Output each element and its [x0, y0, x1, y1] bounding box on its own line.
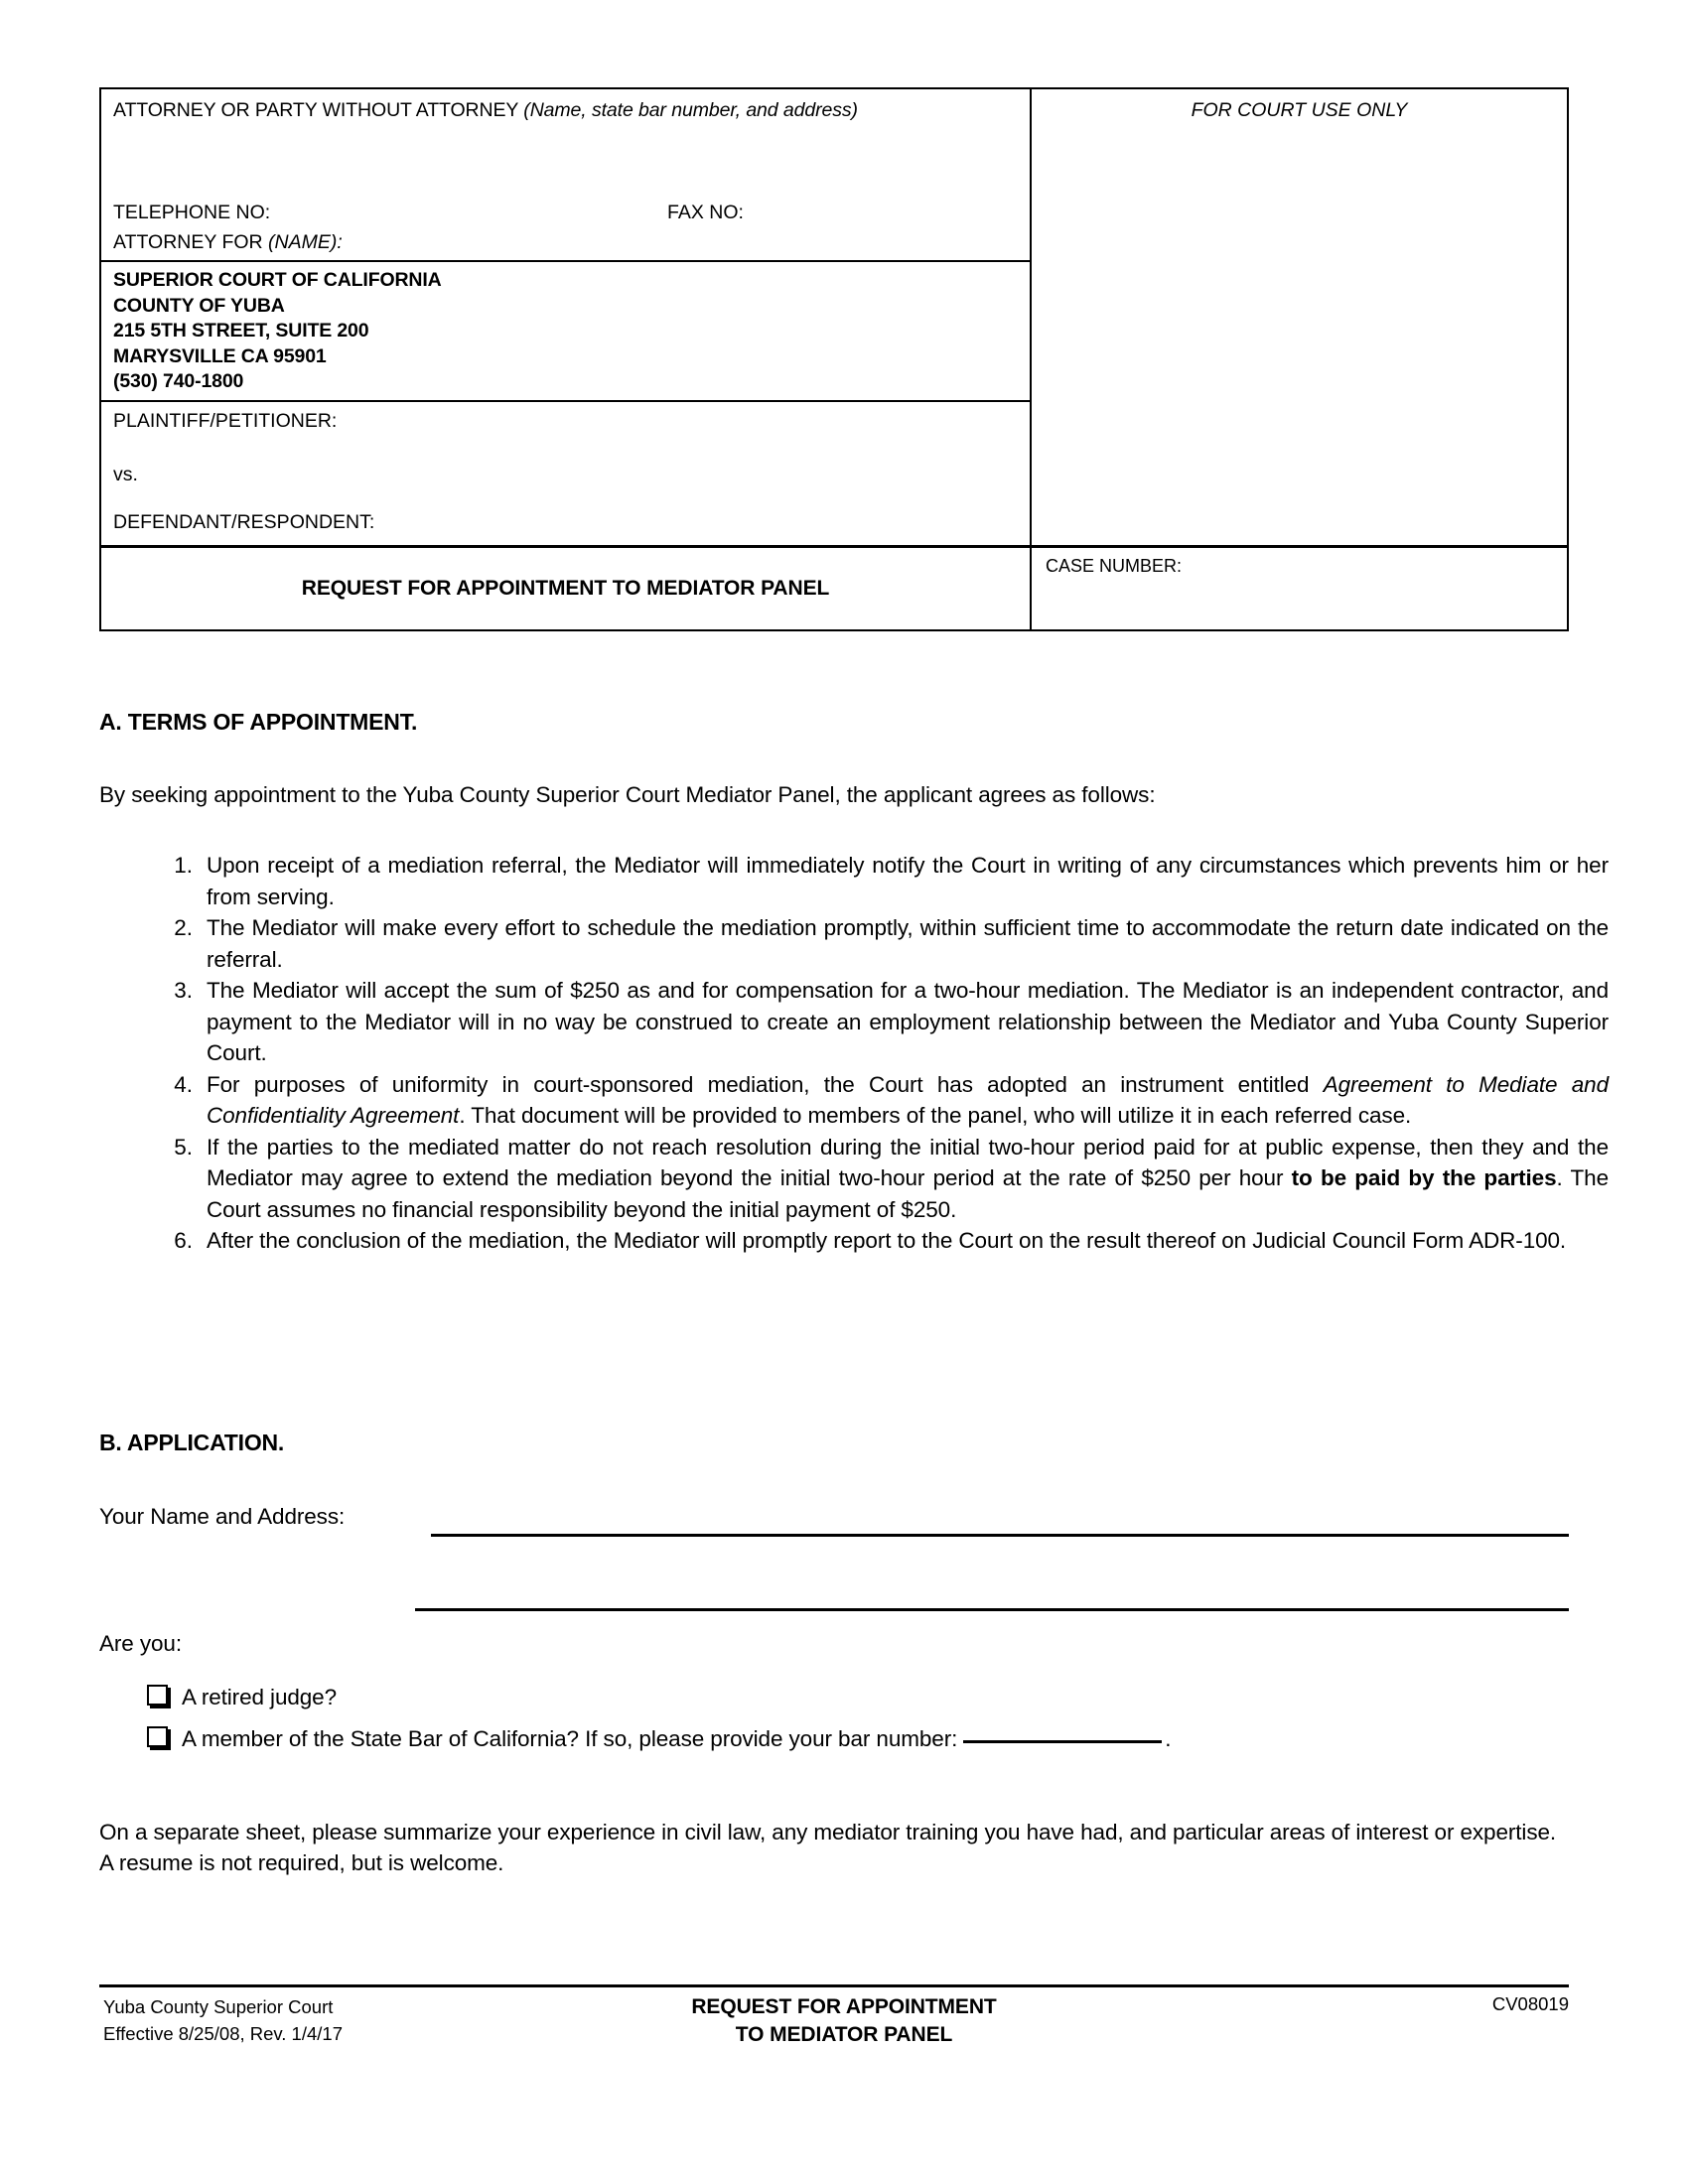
option-state-bar-member[interactable]: [147, 1725, 1171, 1752]
caption-upper: [101, 89, 1567, 545]
case-number-cell[interactable]: [1032, 548, 1567, 629]
footer-court-name: Yuba County Superior Court: [103, 1996, 334, 2017]
name-address-input-line-2[interactable]: [415, 1608, 1569, 1611]
closing-paragraph: On a separate sheet, please summarize your experience in civil law, any mediator training you have had, and particular areas of interest or expertise. A resume is not required, but is welcome.: [99, 1820, 1557, 1875]
attorney-label-italic: (Name, state bar number, and address): [523, 99, 858, 121]
are-you-label: Are you:: [99, 1631, 182, 1656]
list-item: [199, 1132, 1609, 1226]
bar-number-period: .: [1165, 1726, 1172, 1751]
term-text: After the conclusion of the mediation, the Mediator will promptly report to the Court on the result thereof on Judicial Council Form ADR-100.: [207, 1228, 1567, 1253]
list-item: [199, 912, 1609, 975]
term-text: The Mediator will accept the sum of $250 as and for compensation for a two-hour mediation. The Mediator is an independent contractor, and payment to the Mediator will in no way be construed to create an employment relationship between the Mediator and Yuba County Superior Court.: [207, 978, 1609, 1065]
attorney-for-italic: (NAME):: [268, 231, 343, 253]
term-text: For purposes of uniformity in court-sponsored mediation, the Court has adopted an instrument entitled: [207, 1071, 1324, 1097]
section-a-intro: By seeking appointment to the Yuba County Superior Court Mediator Panel, the applicant agrees as follows:: [99, 782, 1156, 807]
term-text-bold: to be paid by the parties: [1291, 1165, 1557, 1190]
list-item: [199, 1069, 1609, 1132]
defendant-label: DEFENDANT/RESPONDENT:: [113, 510, 375, 533]
term-text: If the parties to the mediated matter do not reach resolution during the initial two-hour period paid for at public expense, then they and the Mediator may agree to extend the mediation beyond the initial two-hour period at the rate of $250 per hour: [207, 1134, 1609, 1190]
attorney-for-row: [113, 231, 343, 254]
term-text: The Mediator will make every effort to schedule the mediation promptly, within sufficient time to accommodate the return date indicated on the referral.: [207, 915, 1609, 972]
plaintiff-label: PLAINTIFF/PETITIONER:: [113, 409, 338, 432]
case-number-label: CASE NUMBER:: [1046, 555, 1183, 576]
footer-title-line1: REQUEST FOR APPOINTMENT: [691, 1995, 997, 2018]
term-text-italic: Agreement to Mediate and Confidentiality Agreement: [207, 1071, 1609, 1128]
checkbox-icon[interactable]: [147, 1726, 168, 1747]
section-b-heading: B. APPLICATION.: [99, 1430, 285, 1455]
list-item: [199, 850, 1609, 912]
term-text: Upon receipt of a mediation referral, the Mediator will immediately notify the Court in writing of any circumstances which prevents him or her from serving.: [207, 853, 1609, 909]
bar-number-input-line[interactable]: [963, 1740, 1162, 1743]
form-caption-box: [99, 87, 1569, 631]
option-retired-judge[interactable]: [147, 1684, 337, 1710]
option-label: A member of the State Bar of California? If so, please provide your bar number:: [182, 1726, 958, 1751]
terms-list: [147, 850, 1609, 1257]
attorney-label-plain: ATTORNEY OR PARTY WITHOUT ATTORNEY: [113, 99, 524, 121]
option-label: A retired judge?: [182, 1685, 338, 1709]
versus-label: vs.: [113, 463, 138, 485]
checkbox-icon[interactable]: [147, 1685, 168, 1706]
attorney-label: [113, 99, 1030, 122]
name-address-input-line-1[interactable]: [431, 1534, 1569, 1537]
court-address-line: (530) 740-1800: [113, 370, 244, 392]
list-item: [199, 1225, 1609, 1257]
footer-divider: [99, 1984, 1569, 1987]
section-a-heading: A. TERMS OF APPOINTMENT.: [99, 709, 418, 735]
footer-title-line2: TO MEDIATOR PANEL: [735, 2023, 953, 2046]
term-text: . That document will be provided to members of the panel, who will utilize it in each referred case.: [459, 1103, 1412, 1128]
court-address-line: MARYSVILLE CA 95901: [113, 344, 327, 367]
attorney-for-plain: ATTORNEY FOR: [113, 231, 269, 253]
parties-cell[interactable]: [101, 400, 1030, 545]
telephone-row: [113, 202, 1007, 224]
court-address-cell: [101, 260, 1030, 400]
form-title-cell: [101, 548, 1032, 629]
telephone-label: TELEPHONE NO:: [113, 202, 271, 223]
page-title: REQUEST FOR APPOINTMENT TO MEDIATOR PANEL: [301, 576, 830, 600]
term-text: . The Court assumes no financial responsibility beyond the initial payment of $250.: [207, 1165, 1609, 1222]
list-item: [199, 975, 1609, 1069]
caption-lower: [101, 545, 1567, 629]
name-address-label: Your Name and Address:: [99, 1504, 346, 1529]
court-use-only-cell: [1032, 89, 1567, 545]
footer-effective-date: Effective 8/25/08, Rev. 1/4/17: [103, 2023, 343, 2044]
footer-form-number: CV08019: [1491, 1993, 1569, 2014]
court-address-line: 215 5TH STREET, SUITE 200: [113, 320, 369, 341]
attorney-info-cell[interactable]: [101, 89, 1030, 260]
fax-label: FAX NO:: [667, 202, 744, 223]
court-address-line: SUPERIOR COURT OF CALIFORNIA: [113, 269, 442, 291]
court-use-only-label: FOR COURT USE ONLY: [1191, 99, 1408, 121]
court-address-line: COUNTY OF YUBA: [113, 294, 285, 317]
caption-left-column: [101, 89, 1032, 545]
